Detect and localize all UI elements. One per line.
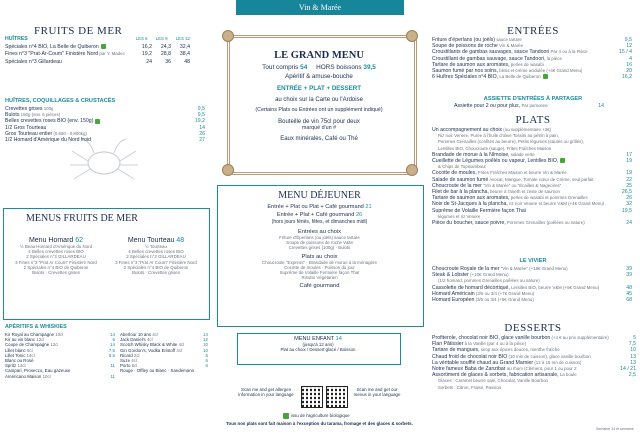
oyster-name-text: Spéciales n°4 BIO, La Belle de Quiberon — [5, 43, 99, 50]
menu-homard: Menu Homard 62 ½ Beau Homard d'Amérique du Nord 4 Belles crevettes roses BIO 2 Spéciales n°3 GILLARDEAU 3 Fines n°3 "Prat Ar Coum" Finistère Nord 2 Spéciales n°4 BIO de Quiberon Bulots · Crevettes grises — [8, 237, 104, 275]
aperitif-row-price: 9,5 — [108, 352, 115, 358]
partager-title: ASSIETTE D'ENTRÉES À PARTAGER — [483, 96, 583, 102]
entree-row-label: Saumon fumé par nos soins, — [432, 68, 499, 75]
vivier-row-label: Homard Européen — [432, 297, 475, 304]
aperitif-row-label: Ricard — [120, 352, 133, 358]
dessert-row-price: 14 / 21 — [620, 366, 636, 373]
dessert-row-price: 5 — [633, 335, 636, 341]
plat-row-label: Salade de saumon fumé — [432, 176, 489, 183]
entree-row-label: 6 Huîtres Spéciales n°4 BIO, — [432, 74, 499, 81]
vivier-row-note: (3/5 ou 3/4 (+5€ Grand Menu) — [474, 297, 534, 303]
plat-row-label: Choucroute de la mer — [432, 182, 482, 189]
entree-row-label: Croustillant de gambas sauvage, sauce Tandoori, — [432, 55, 546, 62]
qr-allergen-text: Scan me and get allergen information in your language — [238, 387, 294, 398]
menu-tourteau: Menu Tourteau 48 ½ Tourteau 4 Belles crevettes roses BIO 2 Spéciales n°3 GILLARDEAU 3 Fines n°3 "Prat Ar Coum" Finistère Nord 2 Spéciales n°4 BIO de Quiberon Bulots · Crevettes grises — [108, 237, 204, 275]
aperitif-row-note: 4cl — [175, 347, 183, 353]
rope-knot — [406, 164, 418, 176]
vivier-row-label: Cassolette de homard décortiqué, — [432, 284, 510, 291]
rope-knot — [406, 30, 418, 42]
dessert-row-price: 10 — [630, 347, 636, 354]
seafood-row-note: 150g (env. 6 pièces) — [19, 112, 61, 118]
grand-menu: LE GRAND MENU Tout compris 54 HORS boissons 39,5 Apéritif & amuse-bouche ENTRÉE + PLAT + DESSERT au choix sur la Carte ou l'Ardoise (Certains Plats ou Entrées ont un supplément indiqué) Bouteille de vin 75cl pour deux marqué d'un # Eaux minérales, Café ou Thé — [255, 50, 383, 142]
oyster-price: 32,4 — [179, 43, 190, 50]
bio-leaf-icon — [95, 119, 100, 124]
dessert-row-note: sirop aux épices douces, menthe fraîche — [479, 347, 560, 353]
aperitif-row-label: Scotch Whisky Black & White — [120, 342, 178, 348]
plat-row-label: Un accompagnement au choix — [432, 127, 503, 133]
plat-row-sub: & Chips de Topinambour — [438, 164, 486, 170]
oyster-price: 36 — [165, 59, 171, 66]
qr-code-allergen[interactable] — [301, 386, 323, 408]
dessert-row-note: (10 min de cuisson), glace vanille bourbon — [507, 353, 591, 359]
plat-row-note: riz noir Venere et beurre V&M (+4€ Grand Menu) — [507, 201, 605, 207]
dessert-row-note: au rhum (Clément, pour 1 ou pour 2 — [505, 366, 577, 372]
vivier-row-label: Steak & Lobster — [432, 272, 469, 279]
entree-row — [432, 74, 632, 80]
crab-illustration — [64, 131, 144, 191]
dessert-row-sub: Glaces : Caramel beurre salé, Chocolat, Vanille Bourbon — [438, 378, 548, 384]
aperitif-row-price: 14 — [110, 342, 115, 348]
oyster-name — [5, 59, 62, 65]
plats-title: PLATS — [515, 114, 551, 126]
menu-dejeuner: MENU DÉJEUNER Entrée + Plat ou Plat + Café gourmand 21 Entrée + Plat + Café gourmand 26 (hors jours fériés, fêtes, et dimanches midi) Entrées au choix Friture d'Éperlans (ou joëls) sauce tartare Soupe de poissons de roche V&M Crevettes grises (100g) · Bulots Plats au choix Choucroute "Express" · Brandade de morue à la ménagère Cocotte de moules · Poisson du jour Suprême de Volaille Fermière façon Thaï Risotto Végétarien Café gourmand — [219, 190, 420, 289]
seafood-row-price: 9,5 — [197, 112, 205, 119]
plat-row-note: Frites Fraîches Maison et beurre Vin & Marée — [476, 170, 567, 176]
plat-row-label: Cueillette de Légumes poêlés ou vapeur, Lentilles BIO, — [432, 158, 559, 165]
vivier-row-sub: (1/2 homard, pommes Grenailles poêlées ou nature) — [438, 278, 540, 284]
dessert-row-label: Flan Pâtissier — [432, 341, 464, 348]
plat-row-label: Filet de bar à la plancha, — [432, 189, 489, 196]
desserts-list — [432, 335, 636, 391]
aperitif-row-note: 14cl — [16, 363, 26, 369]
oyster-name-text: Fines n°3 "Prat-Ar-Coum" Finistère Nord — [5, 51, 99, 58]
plat-row-note: perles de wasabi et pommes Grenailles — [509, 195, 588, 201]
dessert-row-label: Chaud froid de chocolat noir BIO — [432, 353, 508, 360]
dessert-row-label: La véritable soufflé chaud au Grand Marnier — [432, 359, 534, 366]
menus-fruits-de-mer-title: MENUS FRUITS DE MER — [26, 213, 138, 224]
dej-plat-item: Risotto Végétarien — [301, 275, 338, 281]
entree-row-label: Croustillants de gambas sauvages, sauce Tandoori — [432, 49, 550, 56]
menu-tourteau-line: 2 Spéciales n°3 GILLARDEAU — [126, 254, 186, 260]
aperitif-row — [5, 374, 115, 379]
plat-row-price: 24 — [626, 220, 632, 227]
plat-row-price: 19 — [626, 158, 632, 165]
entrees-title: ENTRÉES — [507, 25, 559, 37]
menu-homard-line: 2 Spéciales n°4 BIO de Quiberon — [23, 264, 89, 270]
entree-row-name — [432, 74, 548, 80]
entree-row-price: 16,2 — [621, 74, 632, 81]
aperitif-row-note: 10cl — [41, 373, 51, 379]
plat-row — [432, 220, 632, 226]
entree-row-note: blinis et crème acidulée (+4€ Grand Menu) — [498, 68, 583, 74]
dessert-row-name — [432, 385, 501, 391]
aperitif-row-label: Spritz — [5, 363, 17, 369]
plat-row-label: Noix de St-Jacques à la plancha, — [432, 201, 508, 208]
dej-plat-item: Cocotte de moules · Poisson du jour — [284, 264, 355, 270]
oyster-price: 38,4 — [179, 51, 190, 58]
aperitif-row-price: 7,5 — [108, 347, 115, 353]
seafood-row-price: 19,2 — [194, 118, 205, 125]
seafood-row-note: 100g — [42, 106, 54, 111]
aperitif-row-note: 4cl — [145, 337, 153, 343]
vivier-row-note: "Vin & Marée" (+18€ Grand Menu) — [499, 266, 568, 271]
menu-tourteau-line: ½ Tourteau — [145, 244, 167, 249]
aperitif-row-label: Lillet Tonic — [5, 352, 26, 358]
aperitif-row-price: 14 — [203, 332, 208, 337]
entree-row-note: Vin & Marée — [497, 43, 524, 49]
rope-knot — [222, 164, 234, 176]
plat-row-note: beurre à l'aneth et zeste de saumon — [488, 189, 560, 195]
aperitif-row-label: Blanc ou Rosé — [5, 358, 34, 364]
bio-legend: issu de l'agriculture biologique — [283, 413, 350, 419]
oyster-price: 24 — [146, 59, 152, 66]
footer-note: Tous nos plats sont fait maison à l'exception du tarama, fromage et des glaces & sorbets. — [226, 421, 413, 426]
rope-knot — [222, 30, 234, 42]
qr-code-menu[interactable] — [326, 386, 348, 408]
aperitif-row-name — [5, 374, 51, 379]
seafood-row-label: 1/2 Gros Tourteau — [5, 124, 47, 131]
menu-homard-line: 4 Belles crevettes roses BIO — [28, 249, 84, 255]
oyster-row — [5, 44, 190, 50]
oyster-name — [5, 44, 106, 50]
dej-entree-item: Soupe de poissons de roche V&M — [286, 240, 353, 246]
dessert-row-note: (+4 € au prix supplémentaire) — [550, 335, 609, 340]
entree-row-label: Soupe de poissons de roche — [432, 43, 498, 50]
vivier-row-note: Lentilles BIO, beurre V&M (+5€ Grand Menu) — [509, 284, 600, 290]
entree-row-price: 4 — [629, 55, 632, 62]
bio-leaf-icon — [543, 74, 548, 79]
dessert-row-label: Profiterole, chocolat noir BIO, glace vanille bourbon — [432, 335, 551, 341]
aperitif-row-price: 6 — [205, 358, 208, 364]
plat-row-sub: Lentilles BIO, Choucroute (sauge), Frites Fraîches Maison — [438, 145, 552, 151]
menu-tourteau-line: 4 Belles crevettes roses BIO — [128, 249, 184, 255]
aperitif-row-price: 6 — [112, 337, 115, 343]
aperitif-row-price: 14 — [110, 332, 115, 337]
dej-entree-item: Crevettes grises (100g) · Bulots — [288, 245, 351, 251]
huitres-section — [5, 36, 190, 65]
aperitif-row-label: Kir Royal au Champagne — [5, 332, 55, 337]
plats-list — [432, 127, 632, 226]
aperitif-row-note: 12cl — [35, 337, 45, 343]
oyster-row — [5, 59, 190, 65]
aperitif-row-label: Aberlour 10 ans — [120, 332, 151, 337]
entrees-list — [432, 37, 632, 80]
oyster-note: par Y. Madec — [98, 51, 125, 57]
oyster-price: 19,2 — [141, 51, 152, 58]
plat-row-label: Suprême de Volaille Fermière façon Thaï — [432, 207, 527, 214]
plat-row-price: 26 — [626, 195, 632, 202]
aperitif-row-label: Lillet blanc — [5, 347, 26, 353]
qr-menu-text: Scan me and get our menus in your language — [353, 387, 401, 398]
vivier-row-label: Choucroute Royale de la mer — [432, 266, 500, 272]
vivier-row — [432, 297, 632, 303]
vivier-row-price: 68 — [626, 297, 632, 304]
dej-plat-item: Choucroute "Express" · Brandade de morue à la ménagère — [262, 259, 377, 265]
aperitif-row-price: 10 — [203, 342, 208, 348]
seafood-row-label: 1/2 Homard d'Amérique du Nord froid — [5, 137, 92, 144]
vivier-title: LE VIVIER — [519, 258, 547, 264]
entree-row-price: 20 — [626, 68, 632, 75]
plat-row-sub: légumes et riz Venere — [438, 213, 481, 219]
plat-row-note: salade verte — [509, 151, 535, 157]
vivier-row-name — [432, 297, 534, 303]
aperitif-row-label: Rouge · Offley ou Blanc · Sandemann — [120, 368, 195, 374]
vivier-row-price: 48 — [626, 284, 632, 291]
seafood-row-price: 27 — [199, 137, 205, 144]
vivier-row-note: (+10€ Grand Menu) — [468, 272, 509, 278]
aperitif-row-note: 6cl — [130, 363, 138, 369]
seafood-row-price: 9,5 — [197, 106, 205, 112]
aperitif-row-note: 6cl — [25, 347, 33, 353]
plat-row-label: Tartare de saumon aux aromates, — [432, 195, 510, 202]
oyster-price: 16,2 — [141, 43, 152, 50]
coquillages-title: HUÎTRES, COQUILLAGES & CRUSTACÉS — [5, 98, 116, 104]
aperitif-row-price: 10 — [203, 347, 208, 353]
oyster-prices — [140, 44, 190, 50]
plat-row-note: "Vin & Marée" ou "Écailles & Nageoires" — [481, 182, 562, 188]
vivier-row-note: (3/5 ou 3/4 (+7€ Grand Menu) — [474, 290, 535, 296]
seafood-row-price: 26 — [199, 130, 205, 137]
oyster-prices — [140, 51, 190, 57]
aperitif-row-price: 11 — [110, 363, 115, 369]
aperitif-row-label: Kir au vin blanc — [5, 337, 36, 343]
menu-homard-line: 3 Fines n°3 "Prat Ar Coum" Finistère Nord — [15, 259, 97, 265]
plat-row-price: 25 — [626, 182, 632, 189]
dessert-row-price: 13 — [630, 353, 636, 360]
plat-row-price: 22 — [626, 176, 632, 183]
menu-homard-line: ½ Beau Homard d'Amérique du Nord — [19, 244, 93, 249]
dessert-row — [432, 385, 636, 391]
menu-tourteau-line: Bulots · Crevettes grises — [132, 270, 180, 276]
aperitifs-list-a — [5, 332, 115, 379]
plat-row-price: 19 — [626, 170, 632, 177]
plat-row-price: 17 — [626, 151, 632, 158]
dessert-row-label: Tartare de mangues, — [432, 347, 480, 354]
plat-row-note: (ou supplémentaire +3€) — [502, 127, 552, 132]
aperitif-row-label: Américano Maison — [5, 373, 42, 379]
menu-tourteau-line: 2 Spéciales n°4 BIO de Quiberon — [123, 264, 189, 270]
aperitif-row-note: 12cl — [49, 342, 59, 348]
dej-entree-item: Friture d'Éperlans (ou joëls) sauce tartare — [279, 235, 360, 240]
aperitif-row-price: 11 — [110, 373, 115, 379]
plat-row-sub: Pommes Grenailles (confites au beurre), Petits légumes (sautés ou grillés), — [438, 139, 584, 145]
aperitif-row-note: 2cl — [132, 352, 140, 358]
dessert-row-price: 7,5 — [628, 341, 636, 348]
entree-row-price: 12 — [626, 43, 632, 50]
seafood-row-price: 14 — [199, 124, 205, 131]
aperitifs-title: APÉRITIFS & WHISKIES — [5, 324, 67, 330]
menu-homard-line: 2 Spéciales n°3 GILLARDEAU — [26, 254, 86, 260]
aperitif-row-label: Suze — [120, 358, 131, 364]
vivier-row-price: 39 — [626, 266, 632, 272]
bio-leaf-icon — [560, 158, 565, 163]
dessert-row-price: 2,5 — [628, 372, 636, 379]
aperitif-row-price: 12 — [203, 337, 208, 343]
huitres-header: HUÎTRES LES 6 LES 9 LES 12 — [5, 36, 190, 42]
dej-plat-item: Suprême de Volaille Fermière façon Thaï — [279, 270, 360, 276]
plat-row-label: Brandade de morue à la Nîmoise, — [432, 151, 510, 158]
menu-homard-line: Bulots · Crevettes grises — [32, 270, 80, 276]
entree-row-label: Tartare de saumon aux aromates, — [432, 61, 510, 68]
aperitif-row-label: Jack Daniel's — [120, 337, 146, 343]
vivier-list — [432, 266, 632, 303]
plat-row-price: 26,5 — [621, 189, 632, 196]
plat-row-name — [432, 220, 585, 226]
dessert-row-label: Assortiment de glaces & sorbets, fabrication artisanale, — [432, 372, 559, 379]
dessert-row-price: 13 — [630, 359, 636, 366]
oyster-name — [5, 51, 125, 57]
entree-row-price: 16 — [626, 61, 632, 68]
menu-tourteau-line: 3 Fines n°3 "Prat Ar Coum" Finistère Nord — [115, 259, 197, 265]
plat-row-price: 32 — [626, 201, 632, 208]
edition-note: Semaine 14 et semaine — [596, 427, 634, 431]
entree-row-note: La Belle de Quiberon — [498, 74, 541, 80]
plat-row-price: 19,5 — [621, 207, 632, 214]
desserts-title: DESSERTS — [504, 322, 562, 334]
menu-enfant: MENU ENFANT 14 (jusqu'à 12 ans) Plat au choix / Dessert glacé / Boisson — [280, 336, 356, 353]
partager-line: Assiette pour 2 ou pour plus, Par personne 14 — [454, 103, 604, 109]
plat-row-note: Avocat, Mangue, Tomate cœur de Crème, seul parfait — [488, 176, 594, 182]
entree-row-price: 15 / 4 — [619, 49, 632, 56]
seafood-row-label: Gros Tourteau entier — [5, 130, 53, 137]
oyster-price: 24,3 — [160, 43, 171, 50]
entree-row-note: Par 4 ou à la Pièce — [549, 49, 588, 55]
fruits-de-mer-title: FRUITS DE MER — [34, 25, 123, 37]
dessert-row-note: La boule — [558, 372, 577, 378]
aperitif-row-label: Campari, Prosecco, Eau gazeuse — [5, 368, 71, 374]
aperitif-row-note: 4cl — [177, 342, 185, 348]
aperitif-row-price: 6 — [205, 352, 208, 358]
aperitifs-list-b — [120, 332, 208, 374]
aperitif-row-note: 4cl — [151, 332, 158, 337]
plat-row-label: Cocotte de moules, — [432, 170, 477, 177]
oyster-price: 28,8 — [160, 51, 171, 58]
entree-row-label: Friture d'éperlans (ou joëls) — [432, 37, 495, 43]
plat-row-note: Pommes Grenailles (poêlées ou nature) — [505, 220, 585, 226]
dessert-row-label: Notre fameux Baba de Zanzibar — [432, 366, 506, 373]
aperitif-row-label: Coupe de Champagne — [5, 342, 50, 348]
aperitif-row-price: 6 — [205, 363, 208, 369]
vivier-row-price: 45 — [626, 290, 632, 297]
bio-leaf-icon — [283, 413, 289, 419]
entree-row-note: perles de wasabi — [509, 61, 544, 67]
oyster-prices — [140, 59, 190, 65]
oyster-name-text: Spéciales n°3 Gillardeau — [5, 59, 62, 66]
oyster-row — [5, 51, 190, 57]
seafood-row-note: (0,650 - 0,800kg) — [52, 130, 87, 136]
aperitif-row-note: 4cl — [130, 358, 137, 364]
oyster-price: 48 — [184, 59, 190, 66]
seafood-row-label: Bulots — [5, 112, 20, 119]
dessert-row-note: à la Vanille (par 4 ou à la pièce) — [463, 341, 527, 347]
bio-leaf-icon — [101, 44, 106, 49]
aperitif-row — [120, 368, 208, 373]
aperitif-row-name — [120, 368, 194, 373]
entree-row-note: la pièce — [545, 55, 562, 61]
seafood-row-label: Crevettes grises — [5, 106, 43, 112]
entree-row-price: 9,5 — [624, 37, 632, 43]
dessert-row-sub: Sorbets : Citron, Fraise, Passion — [438, 384, 502, 390]
plat-row-sub: Riz noir Venere, Purée à l'huile d'olive Tossini au pétrin à pain, — [438, 133, 559, 139]
entree-row-note: sauce tartare — [494, 37, 522, 42]
aperitif-row-note: 14cl — [25, 352, 35, 358]
seafood-row-label: Belles crevettes roses BIO (env. 150g) — [5, 118, 94, 125]
aperitif-row-label: Porto — [120, 363, 131, 369]
vivier-row-price: 39 — [626, 272, 632, 279]
dessert-row-note: (12 à 15 mn de cuisson) — [533, 359, 582, 365]
aperitif-row-note: 10cl — [54, 332, 64, 337]
vivier-row-label: Homard Américain — [432, 290, 475, 297]
aperitif-row-label: Gin Gordon's, Vodka Eristoff — [120, 347, 176, 353]
plat-row-label: Pièce du boucher, sauce poivre, — [432, 220, 506, 227]
brand-logo: Vin & Marée — [236, 0, 404, 15]
